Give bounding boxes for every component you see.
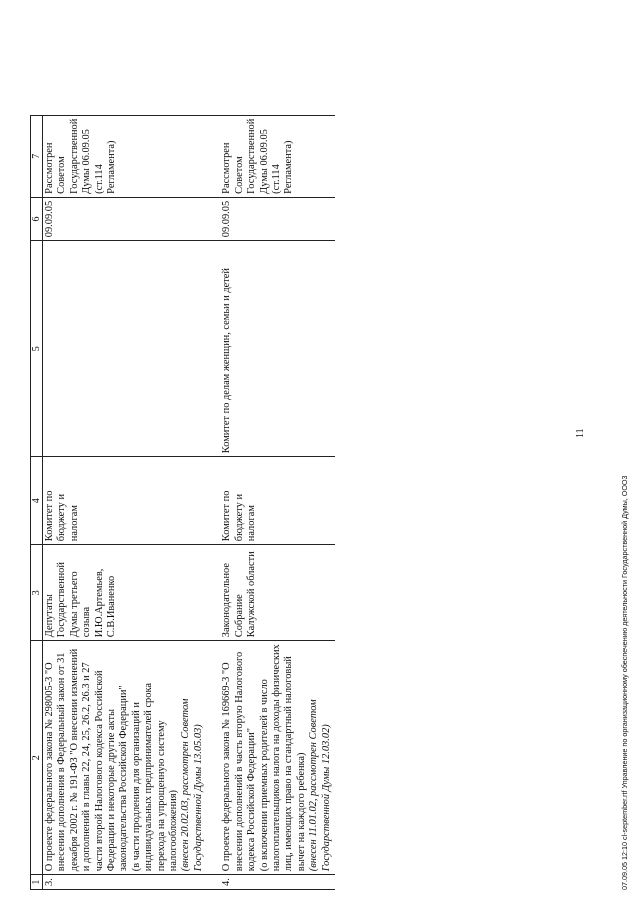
bills-table bbox=[30, 115, 335, 890]
footer-text: 07.09.05 12:10 cl-september.rtf Управление по организационному обеспечению деятельности Государственной Думы, ООО3 bbox=[620, 475, 629, 890]
bill-cell bbox=[220, 641, 334, 875]
initiator-cell: Законодательное Собрание Калужской области bbox=[220, 545, 334, 641]
row-number: 3. bbox=[43, 875, 207, 890]
date-cell: 09.09.05 bbox=[220, 197, 334, 240]
column-header: 7 bbox=[31, 115, 43, 197]
committee-cell: Комитет по бюджету и налогам bbox=[220, 457, 334, 545]
page-number: 11 bbox=[575, 428, 586, 438]
row-spacer bbox=[206, 115, 220, 889]
column-header: 6 bbox=[31, 197, 43, 240]
bill-note: (внесен 11.01.02, рассмотрен Советом Государственной Думы 12.03.02) bbox=[308, 699, 332, 872]
row-number: 4. bbox=[220, 875, 334, 890]
bill-note: (внесен 20.02.03, рассмотрен Советом Государственной Думы 13.05.03) bbox=[180, 698, 204, 872]
status-cell: Рассмотрен Советом Государственной Думы 06.09.05 (ст.114 Регламента) bbox=[220, 115, 334, 197]
initiator-cell: Депутаты Государственной Думы третьего созыва И.Ю.Артемьев, С.В.Иваненко bbox=[43, 545, 207, 641]
status-cell: Рассмотрен Советом Государственной Думы 06.09.05 (ст.114 Регламента) bbox=[43, 115, 207, 197]
date-cell: 09.09.05 bbox=[43, 197, 207, 240]
bill-title: О проекте федерального закона № 298005-3 "О внесении дополнения в Федеральный закон от 31 декабря 2002 г. № 191-ФЗ "О внесении изменений и дополнений в главы 22, 24, 25, 26.2, 26.3 и 27 части второй Налогового кодекса Российской Федерации и некоторые другие акты законодательства Российской Федерации" bbox=[44, 648, 130, 872]
rotated-content bbox=[0, 10, 640, 890]
column-header-row bbox=[31, 115, 43, 889]
table-row bbox=[43, 115, 207, 889]
bill-title: О проекте федерального закона № 169669-3 "О внесении дополнений в часть вторую Налогового кодекса Российской Федерации" bbox=[221, 651, 258, 872]
column-header: 1 bbox=[31, 875, 43, 890]
co-committee-cell bbox=[43, 241, 207, 457]
column-header: 3 bbox=[31, 545, 43, 641]
column-header: 5 bbox=[31, 241, 43, 457]
bill-detail: (в части продления для организаций и индивидуальных предпринимателей срока перехода на упрощенную систему налогообложения) bbox=[130, 683, 180, 872]
column-header: 2 bbox=[31, 641, 43, 875]
table-row bbox=[220, 115, 334, 889]
bill-detail: (о включении приемных родителей в число налогоплательщиков налога на доходы физических лиц, имеющих право на стандартный налоговый вычет на каждого ребенка) bbox=[258, 644, 307, 872]
co-committee-cell: Комитет по делам женщин, семьи и детей bbox=[220, 241, 334, 457]
committee-cell: Комитет по бюджету и налогам bbox=[43, 457, 207, 545]
bill-cell bbox=[43, 641, 207, 875]
column-header: 4 bbox=[31, 457, 43, 545]
